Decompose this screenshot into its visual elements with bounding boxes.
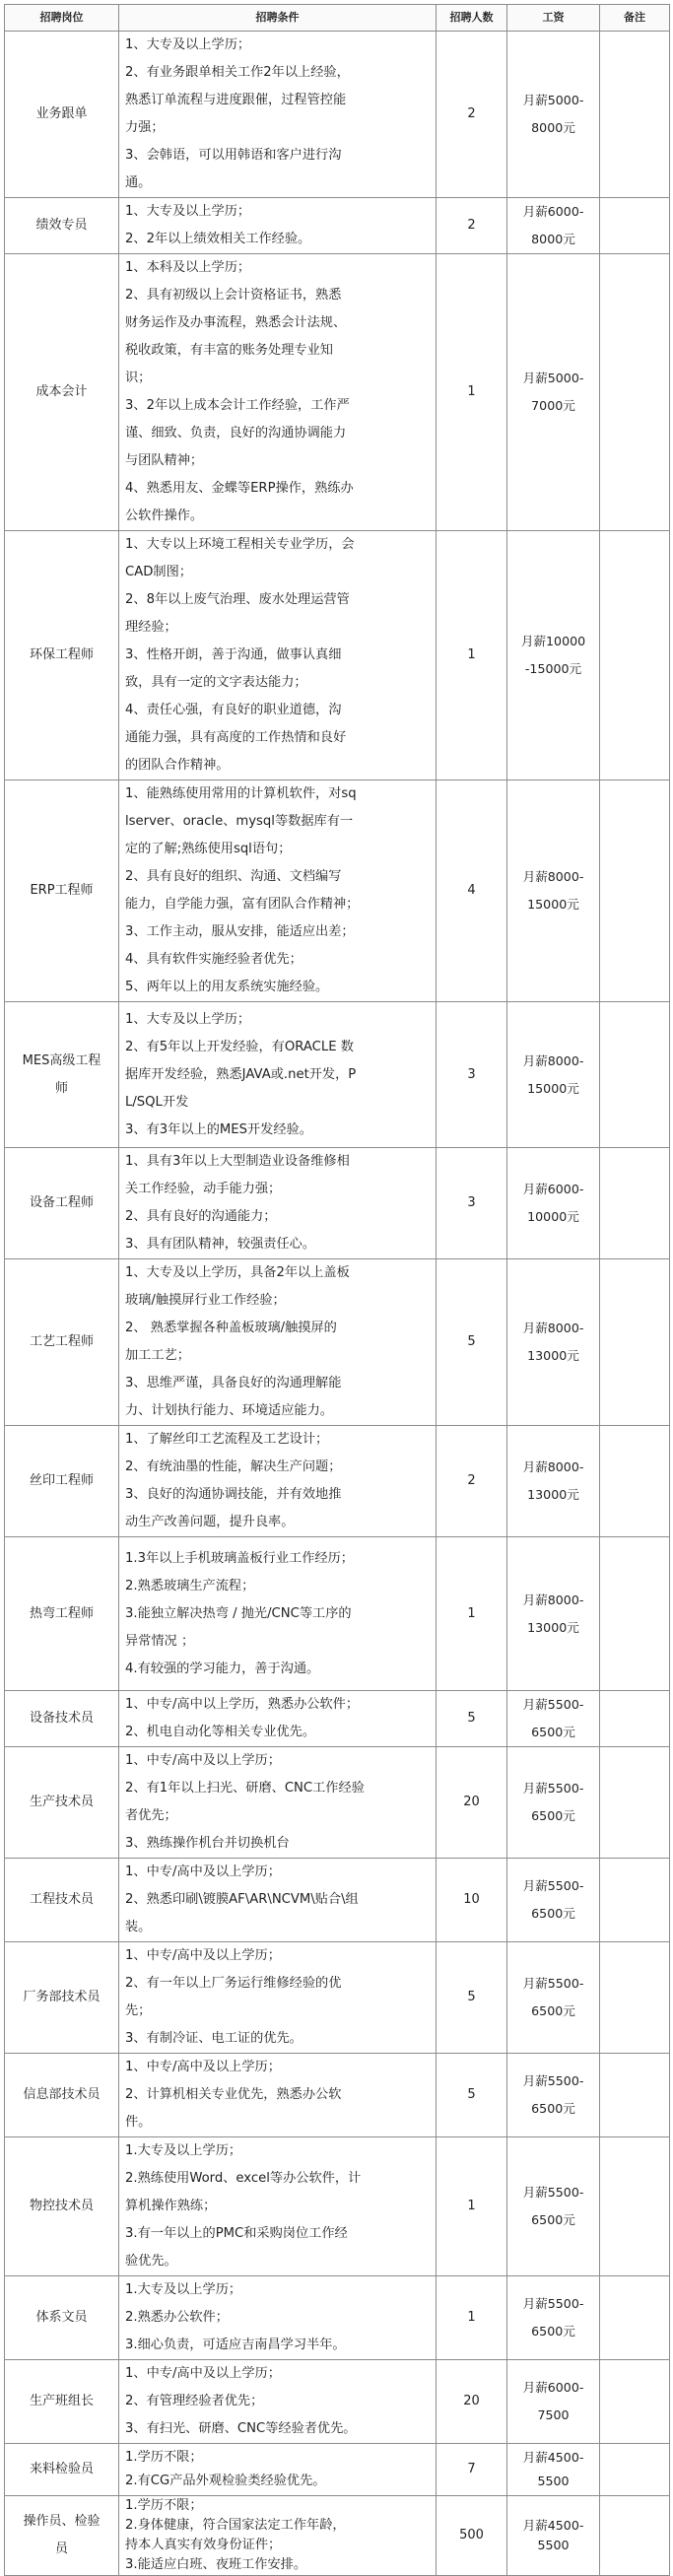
- requirement-line: 1、大专及以上学历；: [125, 37, 251, 52]
- requirement-line: 4、具有软件实施经验者优先；: [125, 952, 303, 967]
- salary-cell: [507, 2137, 600, 2276]
- requirement-line: 财务运作及办事流程，熟悉会计法规、: [125, 315, 347, 330]
- headcount-cell: 4: [437, 780, 507, 1002]
- headcount-cell: 10: [437, 1859, 507, 1942]
- note-cell: [600, 2276, 670, 2360]
- salary-cell: [507, 531, 600, 780]
- position-name: 环保工程师: [29, 647, 94, 662]
- salary-cell: [507, 198, 600, 254]
- requirements-cell: [119, 780, 437, 1002]
- headcount-cell: 500: [437, 2496, 507, 2576]
- requirement-line: 3.细心负责，可适应吉南昌学习半年。: [125, 2338, 346, 2352]
- headcount-cell: 20: [437, 2360, 507, 2444]
- headcount-cell: 5: [437, 1259, 507, 1426]
- table-row: [5, 254, 670, 531]
- salary-line: -15000元: [524, 661, 582, 676]
- requirement-line: 据库开发经验，熟悉JAVA或.net开发，P: [125, 1066, 357, 1082]
- requirement-line: 的团队合作精神。: [125, 758, 230, 773]
- requirement-line: 3、性格开朗，善于沟通，做事认真细: [125, 647, 342, 662]
- requirement-line: 2.熟悉办公软件；: [125, 2310, 229, 2325]
- requirement-line: 1、中专/高中及以上学历；: [125, 2060, 281, 2074]
- salary-line: 月薪5500-: [522, 2185, 584, 2200]
- table-row: [5, 2276, 670, 2360]
- table-row: [5, 2137, 670, 2276]
- requirement-line: 通。: [125, 175, 152, 190]
- note-cell: [600, 2054, 670, 2137]
- requirement-line: 税收政策，有丰富的账务处理专业知: [125, 343, 333, 358]
- headcount-cell: 1: [437, 1537, 507, 1691]
- salary-line: 6500元: [531, 2101, 575, 2116]
- requirement-line: CAD制图；: [125, 565, 192, 579]
- requirement-line: 1.大专及以上学历；: [125, 2143, 242, 2158]
- table-row: [5, 1747, 670, 1859]
- position-cell: [5, 780, 119, 1002]
- salary-line: 月薪8000-: [522, 1321, 584, 1335]
- position-cell: [5, 32, 119, 198]
- requirement-line: 者优先；: [125, 1808, 177, 1823]
- note-cell: [600, 2496, 670, 2576]
- requirement-line: 2、有5年以上开发经验，有ORACLE 数: [125, 1039, 354, 1054]
- requirement-line: 2、 熟悉掌握各种盖板玻璃/触摸屏的: [125, 1321, 337, 1335]
- note-cell: [600, 2137, 670, 2276]
- salary-line: 8000元: [531, 232, 575, 246]
- headcount-cell: 1: [437, 2276, 507, 2360]
- requirement-line: 验优先。: [125, 2254, 177, 2269]
- position-cell: [5, 531, 119, 780]
- position-name: 设备工程师: [29, 1195, 94, 1210]
- position-cell: [5, 1002, 119, 1148]
- requirements-cell: [119, 32, 437, 198]
- requirement-line: 2、具有良好的沟通能力；: [125, 1209, 277, 1224]
- table-row: [5, 32, 670, 198]
- table-row: [5, 2496, 670, 2576]
- table-row: [5, 1426, 670, 1537]
- requirement-line: 2.熟悉玻璃生产流程；: [125, 1578, 255, 1593]
- requirements-cell: [119, 198, 437, 254]
- table-row: [5, 531, 670, 780]
- requirement-line: 1、中专/高中及以上学历；: [125, 1948, 281, 1963]
- salary-line: 月薪5500-: [522, 1697, 584, 1712]
- salary-line: 13000元: [527, 1487, 579, 1502]
- requirement-line: 2.有CG产品外观检验类经验优先。: [125, 2474, 326, 2488]
- salary-line: 月薪4500-: [522, 2518, 584, 2533]
- requirement-line: 1.3年以上手机玻璃盖板行业工作经历；: [125, 1550, 354, 1566]
- note-cell: [600, 198, 670, 254]
- requirement-line: 异常情况 ；: [125, 1633, 195, 1649]
- position-name: 信息部技术员: [23, 2087, 101, 2102]
- salary-line: 月薪5000-: [522, 371, 584, 385]
- table-row: [5, 780, 670, 1002]
- header-note: 备注: [600, 5, 670, 32]
- position-name: 绩效专员: [35, 218, 88, 233]
- requirement-line: 公软件操作。: [125, 508, 204, 523]
- salary-cell: [507, 1747, 600, 1859]
- salary-cell: [507, 1859, 600, 1942]
- salary-line: 15000元: [527, 897, 579, 912]
- salary-cell: [507, 2444, 600, 2496]
- salary-line: 15000元: [527, 1080, 579, 1096]
- header-salary: 工资: [507, 5, 600, 32]
- requirement-line: 2.熟练使用Word、excel等办公软件，计: [125, 2171, 362, 2186]
- position-cell: [5, 2496, 119, 2576]
- requirement-line: 2、2年以上绩效相关工作经验。: [125, 232, 311, 246]
- headcount-cell: 2: [437, 198, 507, 254]
- salary-cell: [507, 2496, 600, 2576]
- requirement-line: 1、了解丝印工艺流程及工艺设计；: [125, 1432, 329, 1447]
- requirements-cell: [119, 1691, 437, 1747]
- position-cell: [5, 1259, 119, 1426]
- requirement-line: 玻璃/触摸屏行业工作经验；: [125, 1293, 286, 1308]
- salary-line: 月薪10000: [520, 634, 586, 648]
- position-cell: [5, 2137, 119, 2276]
- requirement-line: 2、具有良好的组织、沟通、文档编写: [125, 869, 342, 884]
- salary-cell: [507, 254, 600, 531]
- requirement-line: 动生产改善问题，提升良率。: [125, 1515, 295, 1529]
- position-cell: [5, 1859, 119, 1942]
- requirement-line: 2、有一年以上厂务运行维修经验的优: [125, 1976, 342, 1991]
- requirement-line: 1.大专及以上学历；: [125, 2282, 242, 2297]
- requirements-cell: [119, 1859, 437, 1942]
- position-cell: [5, 2276, 119, 2360]
- position-name: 热弯工程师: [29, 1605, 94, 1621]
- note-cell: [600, 1691, 670, 1747]
- headcount-cell: 2: [437, 32, 507, 198]
- position-name: 厂务部技术员: [23, 1990, 101, 2004]
- requirement-line: 1、大专以上环境工程相关专业学历，会: [125, 537, 355, 552]
- position-name: MES高级工程: [22, 1052, 101, 1068]
- position-cell: [5, 1942, 119, 2054]
- requirements-cell: [119, 2360, 437, 2444]
- headcount-cell: 1: [437, 531, 507, 780]
- table-row: [5, 1691, 670, 1747]
- note-cell: [600, 531, 670, 780]
- requirement-line: 持本人真实有效身份证件；: [125, 2538, 282, 2552]
- requirement-line: 3、会韩语，可以用韩语和客户进行沟: [125, 148, 342, 163]
- requirement-line: 3.有一年以上的PMC和采购岗位工作经: [125, 2226, 348, 2241]
- headcount-cell: 3: [437, 1002, 507, 1148]
- table-row: [5, 1859, 670, 1942]
- requirement-line: 3、有制冷证、电工证的优先。: [125, 2031, 303, 2046]
- requirement-line: 致，具有一定的文字表达能力；: [125, 675, 307, 690]
- headcount-cell: 7: [437, 2444, 507, 2496]
- requirement-line: 通能力强，具有高度的工作热情和良好: [125, 730, 347, 745]
- position-name: 生产技术员: [29, 1795, 94, 1809]
- requirement-line: 1、本科及以上学历；: [125, 260, 251, 275]
- requirement-line: 力强；: [125, 120, 165, 135]
- requirements-cell: [119, 1148, 437, 1259]
- requirement-line: 能力，自学能力强，富有团队合作精神；: [125, 897, 360, 912]
- salary-line: 13000元: [527, 1348, 579, 1363]
- salary-cell: [507, 2054, 600, 2137]
- requirement-line: 定的了解;熟练使用sql语句；: [125, 842, 292, 856]
- position-name: 操作员、检验: [23, 2514, 101, 2529]
- position-name: 业务跟单: [35, 106, 88, 121]
- position-name: ERP工程师: [30, 883, 94, 898]
- salary-line: 月薪4500-: [522, 2450, 584, 2465]
- position-cell: [5, 1747, 119, 1859]
- salary-cell: [507, 1148, 600, 1259]
- header-position: 招聘岗位: [5, 5, 119, 32]
- position-cell: [5, 2054, 119, 2137]
- requirement-line: 1、中专/高中及以上学历；: [125, 2366, 281, 2381]
- salary-line: 6500元: [531, 1725, 575, 1739]
- salary-line: 月薪6000-: [522, 2380, 584, 2395]
- requirements-cell: [119, 2054, 437, 2137]
- requirement-line: 4.有较强的学习能力，善于沟通。: [125, 1661, 320, 1676]
- salary-cell: [507, 1691, 600, 1747]
- headcount-cell: 5: [437, 1942, 507, 2054]
- position-name: 来料检验员: [29, 2462, 94, 2476]
- requirement-line: 1、中专/高中及以上学历；: [125, 1753, 281, 1768]
- requirement-line: 力、计划执行能力、环境适应能力。: [125, 1403, 333, 1418]
- position-name: 物控技术员: [29, 2199, 94, 2213]
- salary-line: 月薪6000-: [522, 204, 584, 219]
- requirement-line: 2、有业务跟单相关工作2年以上经验，: [125, 65, 350, 80]
- salary-line: 月薪5500-: [522, 1878, 584, 1893]
- table-row: [5, 198, 670, 254]
- position-name: 体系文员: [35, 2310, 88, 2325]
- position-name: 丝印工程师: [29, 1473, 94, 1488]
- note-cell: [600, 1426, 670, 1537]
- table-row: [5, 1259, 670, 1426]
- position-cell: [5, 2360, 119, 2444]
- requirement-line: 2、有统油墨的性能，解决生产问题；: [125, 1459, 342, 1474]
- requirement-line: 理经验；: [125, 620, 177, 635]
- requirement-line: 算机操作熟练；: [125, 2199, 217, 2213]
- requirement-line: 1.学历不限；: [125, 2450, 203, 2465]
- salary-line: 5500: [537, 2538, 570, 2552]
- salary-line: 7500: [537, 2407, 570, 2422]
- requirement-line: 加工工艺；: [125, 1348, 190, 1363]
- headcount-cell: 20: [437, 1747, 507, 1859]
- requirements-cell: [119, 1537, 437, 1691]
- requirement-line: 装。: [125, 1920, 152, 1934]
- requirement-line: 1、大专及以上学历，具备2年以上盖板: [125, 1265, 350, 1280]
- table-row: [5, 2360, 670, 2444]
- requirements-cell: [119, 1002, 437, 1148]
- salary-line: 月薪8000-: [522, 1052, 584, 1068]
- requirement-line: 2、计算机相关专业优先，熟悉办公软: [125, 2087, 342, 2102]
- requirement-line: 1、大专及以上学历；: [125, 1011, 251, 1027]
- salary-cell: [507, 1942, 600, 2054]
- note-cell: [600, 1259, 670, 1426]
- requirement-line: 3、具有团队精神，较强责任心。: [125, 1237, 316, 1252]
- position-name: 生产班组长: [29, 2394, 94, 2408]
- requirement-line: 关工作经验，动手能力强；: [125, 1182, 282, 1196]
- requirement-line: 3、有3年以上的MES开发经验。: [125, 1121, 312, 1137]
- requirement-line: 4、责任心强，有良好的职业道德，沟: [125, 703, 342, 717]
- requirement-line: 1.学历不限；: [125, 2498, 203, 2513]
- salary-line: 月薪5500-: [522, 1781, 584, 1796]
- salary-cell: [507, 1002, 600, 1148]
- requirement-line: 3、思维严谨，具备良好的沟通理解能: [125, 1376, 342, 1390]
- note-cell: [600, 2360, 670, 2444]
- salary-line: 5500: [537, 2474, 570, 2488]
- requirement-line: 3、熟练操作机台并切换机台: [125, 1836, 290, 1851]
- note-cell: [600, 32, 670, 198]
- table-row: [5, 2444, 670, 2496]
- salary-line: 6500元: [531, 2003, 575, 2018]
- salary-line: 7000元: [531, 398, 575, 413]
- salary-cell: [507, 2360, 600, 2444]
- requirement-line: 3.能适应白班、夜班工作安排。: [125, 2557, 307, 2572]
- requirement-line: 1、大专及以上学历；: [125, 204, 251, 219]
- table-row: [5, 1942, 670, 2054]
- salary-line: 6500元: [531, 2324, 575, 2339]
- position-cell: [5, 1148, 119, 1259]
- note-cell: [600, 1002, 670, 1148]
- position-cell: [5, 1537, 119, 1691]
- salary-line: 13000元: [527, 1619, 579, 1635]
- requirements-cell: [119, 531, 437, 780]
- note-cell: [600, 1537, 670, 1691]
- header-requirements: 招聘条件: [119, 5, 437, 32]
- salary-line: 月薪5500-: [522, 1976, 584, 1991]
- headcount-cell: 1: [437, 2137, 507, 2276]
- salary-line: 6500元: [531, 2212, 575, 2227]
- position-cell: [5, 254, 119, 531]
- salary-cell: [507, 1426, 600, 1537]
- headcount-cell: 5: [437, 1691, 507, 1747]
- headcount-cell: 1: [437, 254, 507, 531]
- salary-line: 月薪5500-: [522, 2073, 584, 2088]
- requirements-cell: [119, 2276, 437, 2360]
- position-cell: [5, 2444, 119, 2496]
- requirement-line: 5、两年以上的用友系统实施经验。: [125, 980, 329, 994]
- requirement-line: 1、中专/高中及以上学历；: [125, 1864, 281, 1879]
- requirement-line: 谨、细致、负责，良好的沟通协调能力: [125, 426, 347, 441]
- note-cell: [600, 1859, 670, 1942]
- requirement-line: 1、中专/高中以上学历，熟悉办公软件；: [125, 1697, 360, 1712]
- requirement-line: 3、2年以上成本会计工作经验，工作严: [125, 398, 350, 413]
- requirement-line: 2、具有初级以上会计资格证书，熟悉: [125, 288, 342, 303]
- requirement-line: 2、有管理经验者优先；: [125, 2394, 264, 2408]
- requirement-line: 3、良好的沟通协调技能，并有效地推: [125, 1487, 342, 1502]
- headcount-cell: 5: [437, 2054, 507, 2137]
- salary-line: 月薪5500-: [522, 2296, 584, 2311]
- table-row: [5, 1537, 670, 1691]
- requirements-cell: [119, 1942, 437, 2054]
- position-cell: [5, 1691, 119, 1747]
- requirement-line: 与团队精神；: [125, 453, 204, 468]
- salary-cell: [507, 32, 600, 198]
- requirements-cell: [119, 2496, 437, 2576]
- note-cell: [600, 254, 670, 531]
- table-row: [5, 1148, 670, 1259]
- salary-line: 月薪8000-: [522, 869, 584, 884]
- requirement-line: 4、熟悉用友、金蝶等ERP操作，熟练办: [125, 481, 354, 496]
- salary-cell: [507, 1259, 600, 1426]
- requirement-line: 熟悉订单流程与进度跟催，过程管控能: [125, 93, 347, 107]
- position-cell: [5, 1426, 119, 1537]
- salary-cell: [507, 780, 600, 1002]
- requirements-cell: [119, 2137, 437, 2276]
- requirement-line: 2.身体健康，符合国家法定工作年龄，: [125, 2518, 346, 2533]
- requirement-line: 件。: [125, 2115, 152, 2130]
- salary-cell: [507, 2276, 600, 2360]
- salary-cell: [507, 1537, 600, 1691]
- salary-line: 6500元: [531, 1808, 575, 1823]
- requirements-cell: [119, 2444, 437, 2496]
- position-name: 成本会计: [35, 384, 88, 399]
- requirement-line: lserver、oracle、mysql等数据库有一: [125, 814, 354, 829]
- salary-line: 6500元: [531, 1906, 575, 1921]
- note-cell: [600, 2444, 670, 2496]
- requirement-line: 3.能独立解决热弯 / 抛光/CNC等工序的: [125, 1605, 352, 1621]
- requirements-cell: [119, 1747, 437, 1859]
- requirements-cell: [119, 1259, 437, 1426]
- requirement-line: L/SQL开发: [125, 1094, 189, 1110]
- position-cell: [5, 198, 119, 254]
- requirement-line: 2、8年以上废气治理、废水处理运营管: [125, 592, 350, 607]
- requirements-cell: [119, 254, 437, 531]
- salary-line: 8000元: [531, 120, 575, 135]
- requirement-line: 1、具有3年以上大型制造业设备维修相: [125, 1154, 350, 1169]
- requirement-line: 1、能熟练使用常用的计算机软件，对sq: [125, 786, 357, 801]
- position-name: 师: [54, 1080, 68, 1096]
- requirement-line: 识；: [125, 371, 152, 385]
- note-cell: [600, 1747, 670, 1859]
- recruitment-table: [4, 4, 670, 2576]
- requirement-line: 2、机电自动化等相关专业优先。: [125, 1725, 316, 1739]
- salary-line: 月薪8000-: [522, 1592, 584, 1607]
- note-cell: [600, 1942, 670, 2054]
- position-name: 员: [54, 2542, 68, 2556]
- position-name: 设备技术员: [29, 1711, 94, 1726]
- requirement-line: 先；: [125, 2003, 152, 2018]
- requirement-line: 2、有1年以上扫光、研磨、CNC工作经验: [125, 1781, 365, 1796]
- table-row: [5, 2054, 670, 2137]
- requirements-cell: [119, 1426, 437, 1537]
- headcount-cell: 3: [437, 1148, 507, 1259]
- salary-line: 10000元: [527, 1209, 579, 1224]
- note-cell: [600, 1148, 670, 1259]
- headcount-cell: 2: [437, 1426, 507, 1537]
- salary-line: 月薪8000-: [522, 1459, 584, 1474]
- position-name: 工程技术员: [29, 1892, 94, 1907]
- table-row: [5, 1002, 670, 1148]
- requirement-line: 2、熟悉印刷\镀膜AF\AR\NCVM\贴合\组: [125, 1892, 359, 1907]
- header-row: [5, 5, 670, 32]
- requirement-line: 3、有扫光、研磨、CNC等经验者优先。: [125, 2421, 357, 2436]
- requirement-line: 3、工作主动，服从安排，能适应出差；: [125, 924, 355, 939]
- header-count: 招聘人数: [437, 5, 507, 32]
- salary-line: 月薪6000-: [522, 1182, 584, 1196]
- position-name: 工艺工程师: [29, 1334, 94, 1349]
- salary-line: 月薪5000-: [522, 93, 584, 107]
- note-cell: [600, 780, 670, 1002]
